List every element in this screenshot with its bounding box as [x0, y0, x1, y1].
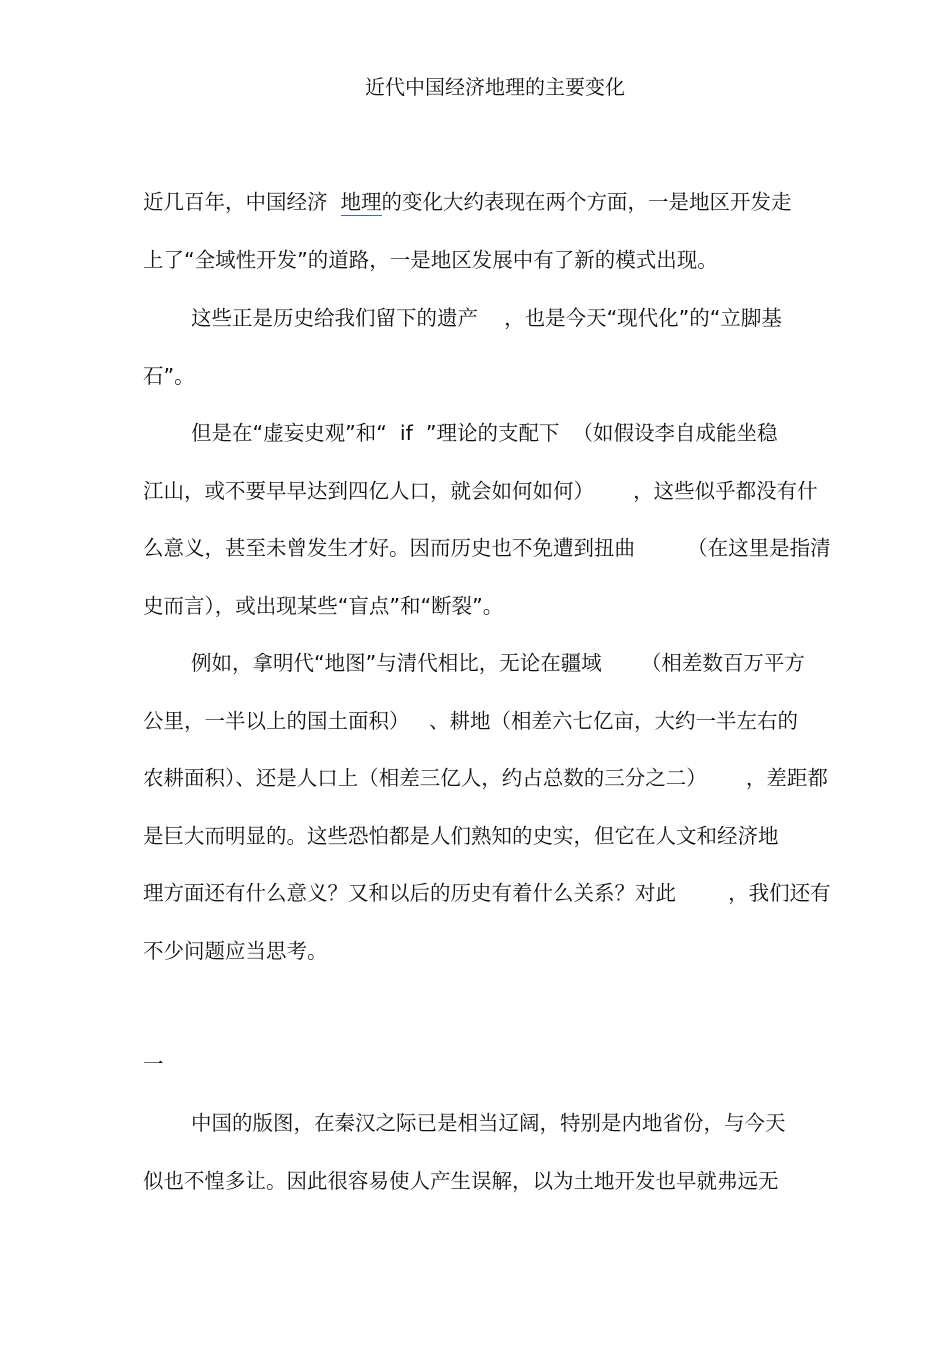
- paragraph-3-line-2: 江山，或不要早早达到四亿人口，就会如何如何） ，这些似乎都没有什: [143, 479, 818, 503]
- paragraph-4-line-3: 农耕面积）、还是人口上（相差三亿人，约占总数的三分之二） ，差距都: [143, 766, 828, 790]
- paragraph-2-line-1: 这些正是历史给我们留下的遗产 ，也是今天“现代化”的“立脚基: [191, 306, 782, 330]
- paragraph-1-text-after-link: 的变化大约表现在两个方面，一是地区开发走: [381, 190, 792, 214]
- paragraph-2-line-2: 石”。: [143, 364, 195, 388]
- paragraph-4-line-2: 公里，一半以上的国土面积） 、耕地（相差六七亿亩，大约一半左右的: [143, 709, 799, 733]
- document-title: 近代中国经济地理的主要变化: [365, 75, 625, 99]
- paragraph-1-line-1: [143, 187, 792, 217]
- paragraph-4-line-4: 是巨大而明显的。这些恐怕都是人们熟知的史实，但它在人文和经济地: [143, 824, 779, 848]
- geography-link[interactable]: 地理: [340, 190, 382, 214]
- paragraph-3-line-4: 史而言），或出现某些“盲点”和“断裂”。: [143, 594, 504, 618]
- paragraph-5-line-2: 似也不惶多让。因此很容易使人产生误解，以为土地开发也早就弗远无: [143, 1169, 779, 1193]
- paragraph-4-line-5: 理方面还有什么意义？又和以后的历史有着什么关系？对此 ，我们还有: [143, 881, 831, 905]
- paragraph-5-line-1: 中国的版图，在秦汉之际已是相当辽阔，特别是内地省份，与今天: [191, 1111, 786, 1135]
- paragraph-4-line-1: 例如，拿明代“地图”与清代相比，无论在疆域 （相差数百万平方: [191, 651, 805, 675]
- paragraph-3-line-1: 但是在“虚妄史观”和“ if ”理论的支配下 （如假设李自成能坐稳: [191, 421, 778, 445]
- paragraph-3-line-3: 么意义，甚至未曾发生才好。因而历史也不免遭到扭曲 （在这里是指清: [143, 536, 831, 560]
- paragraph-1-line-2: 上了“全域性开发”的道路，一是地区发展中有了新的模式出现。: [143, 248, 718, 272]
- paragraph-1-text-before-link: 近几百年，中国经济: [143, 190, 341, 214]
- paragraph-4-line-6: 不少问题应当思考。: [143, 939, 328, 963]
- section-heading: 一: [143, 1052, 164, 1076]
